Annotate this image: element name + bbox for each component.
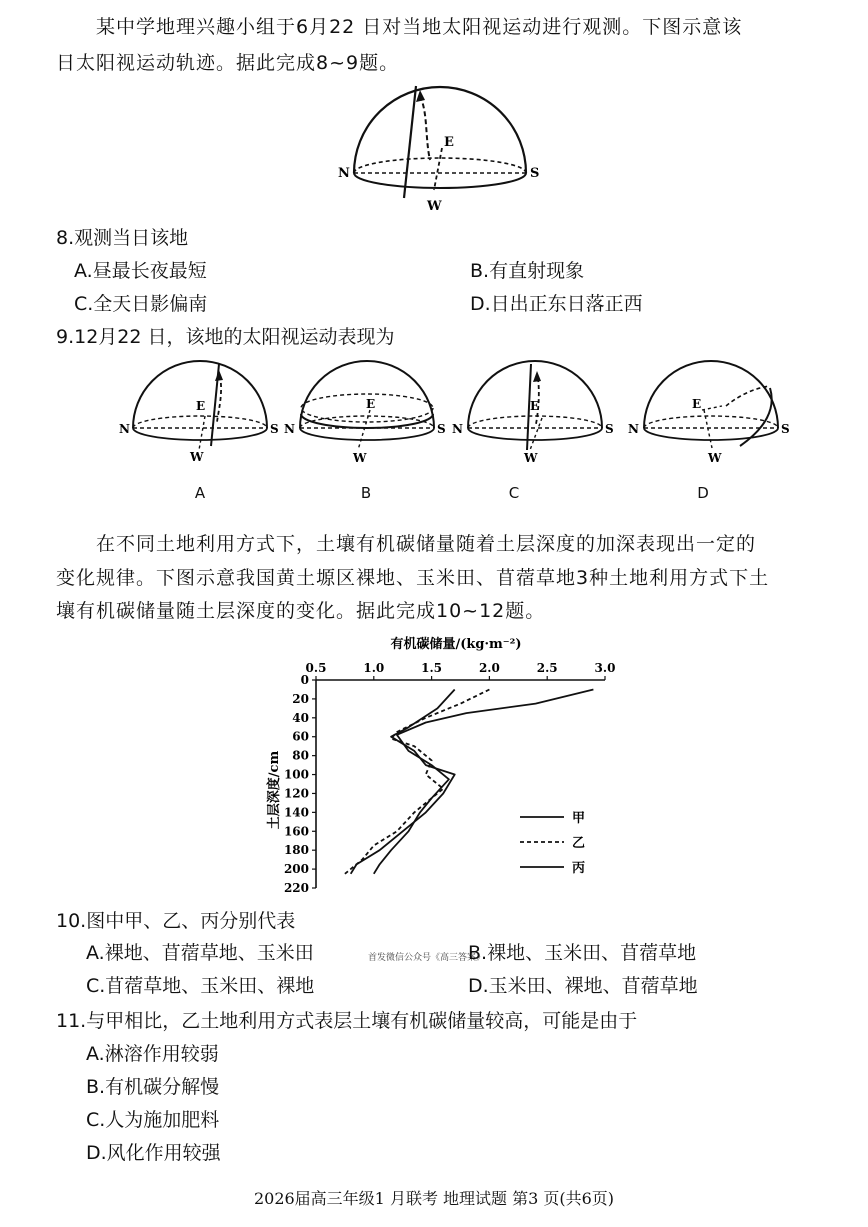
x-tick-label: 1.5 (421, 661, 443, 675)
diagram-c-label-N: N (452, 422, 463, 436)
label-S: S (530, 166, 540, 181)
series-line-3 (374, 690, 594, 874)
diagram-d-label-W: W (708, 451, 722, 465)
diagram-d-label-S: S (781, 422, 790, 436)
question-8-option-a: A.昼最长夜最短 (74, 260, 207, 282)
x-tick-label: 0.5 (305, 661, 327, 675)
sun-path-diagram-main (330, 78, 550, 218)
question-11-stem: 11.与甲相比，乙土地利用方式表层土壤有机碳储量较高，可能是由于 (56, 1010, 638, 1032)
y-tick-label: 200 (283, 862, 309, 877)
x-tick-label: 1.0 (363, 661, 385, 675)
y-tick-label: 0 (300, 673, 309, 687)
y-tick-label: 220 (283, 881, 309, 895)
diagram-b-caption: B (360, 484, 372, 502)
diagram-a-caption: A (194, 484, 206, 502)
legend-label-1: 甲 (572, 811, 586, 826)
question-8-option-b: B.有直射现象 (470, 260, 585, 282)
y-tick-label: 180 (283, 843, 309, 858)
diagram-a-label-S: S (270, 422, 279, 436)
sun-path-diagram-a (115, 358, 285, 468)
question-10-option-c: C.苜蓿草地、玉米田、裸地 (86, 975, 315, 997)
label-N: N (338, 166, 350, 181)
sun-path-diagram-b (282, 358, 452, 468)
question-10-stem: 10.图中甲、乙、丙分别代表 (56, 910, 296, 932)
question-9-stem: 9.12月22 日，该地的太阳视运动表现为 (56, 326, 395, 348)
question-10-option-b: B.裸地、玉米田、苜蓿草地 (468, 942, 697, 964)
diagram-b-label-E: E (366, 397, 376, 411)
soil-carbon-chart (258, 630, 638, 900)
x-tick-label: 2.5 (536, 661, 558, 675)
diagram-d-label-E: E (692, 397, 702, 411)
diagram-d-caption: D (697, 484, 709, 502)
question-8-option-c: C.全天日影偏南 (74, 293, 208, 315)
x-axis-label: 有机碳储量/(kg·m⁻²) (390, 637, 522, 652)
diagram-c-label-S: S (605, 422, 614, 436)
question-11-option-b: B.有机碳分解慢 (86, 1076, 220, 1098)
diagram-c-caption: C (508, 484, 520, 502)
question-10-option-d: D.玉米田、裸地、苜蓿草地 (468, 975, 698, 997)
legend-label-3: 丙 (572, 861, 586, 876)
diagram-b-label-S: S (437, 422, 446, 436)
diagram-c-label-W: W (524, 451, 538, 465)
y-axis-label: 土层深度/cm (267, 750, 282, 830)
question-8-stem: 8.观测当日该地 (56, 227, 189, 249)
question-11-option-a: A.淋溶作用较弱 (86, 1043, 219, 1065)
diagram-b-label-W: W (353, 451, 367, 465)
question-10-option-a: A.裸地、苜蓿草地、玉米田 (86, 942, 314, 964)
diagram-b-label-N: N (284, 422, 295, 436)
y-tick-label: 160 (283, 824, 309, 839)
series-line-2 (345, 690, 490, 874)
page-footer: 2026届高三年级1 月联考 地理试题 第3 页(共6页) (253, 1189, 615, 1208)
watermark-text: 首发微信公众号《高三答案》 (368, 953, 486, 963)
diagram-c-label-E: E (530, 399, 540, 413)
label-E: E (444, 135, 454, 150)
y-tick-label: 140 (283, 805, 309, 820)
y-tick-label: 40 (292, 710, 309, 725)
sun-path-diagram-d (626, 358, 796, 468)
diagram-d-label-N: N (628, 422, 639, 436)
question-11-option-c: C.人为施加肥料 (86, 1109, 220, 1131)
section2-intro-line-3: 壤有机碳储量随土层深度的变化。据此完成10~12题。 (56, 600, 546, 622)
question-11-option-d: D.风化作用较强 (86, 1142, 221, 1164)
diagram-a-label-N: N (119, 422, 130, 436)
diagram-a-label-W: W (190, 450, 204, 464)
label-W: W (427, 199, 442, 214)
section2-intro-line-2: 变化规律。下图示意我国黄土塬区裸地、玉米田、苜蓿草地3种土地利用方式下土 (56, 567, 770, 589)
y-tick-label: 60 (292, 729, 309, 744)
y-tick-label: 120 (283, 786, 309, 801)
series-line-1 (351, 690, 455, 874)
legend-label-2: 乙 (572, 836, 586, 851)
x-tick-label: 2.0 (478, 661, 500, 675)
intro-text-line-1: 某中学地理兴趣小组于6月22 日对当地太阳视运动进行观测。下图示意该 (96, 16, 743, 38)
y-tick-label: 80 (292, 748, 309, 763)
intro-text-line-2: 日太阳视运动轨迹。据此完成8~9题。 (56, 52, 400, 74)
section2-intro-line-1: 在不同土地利用方式下，土壤有机碳储量随着土层深度的加深表现出一定的 (96, 533, 757, 555)
question-8-option-d: D.日出正东日落正西 (470, 293, 643, 315)
sun-path-diagram-c (450, 358, 620, 468)
y-tick-label: 20 (292, 691, 309, 706)
x-tick-label: 3.0 (594, 661, 616, 675)
y-tick-label: 100 (283, 767, 309, 782)
diagram-a-label-E: E (196, 399, 206, 413)
